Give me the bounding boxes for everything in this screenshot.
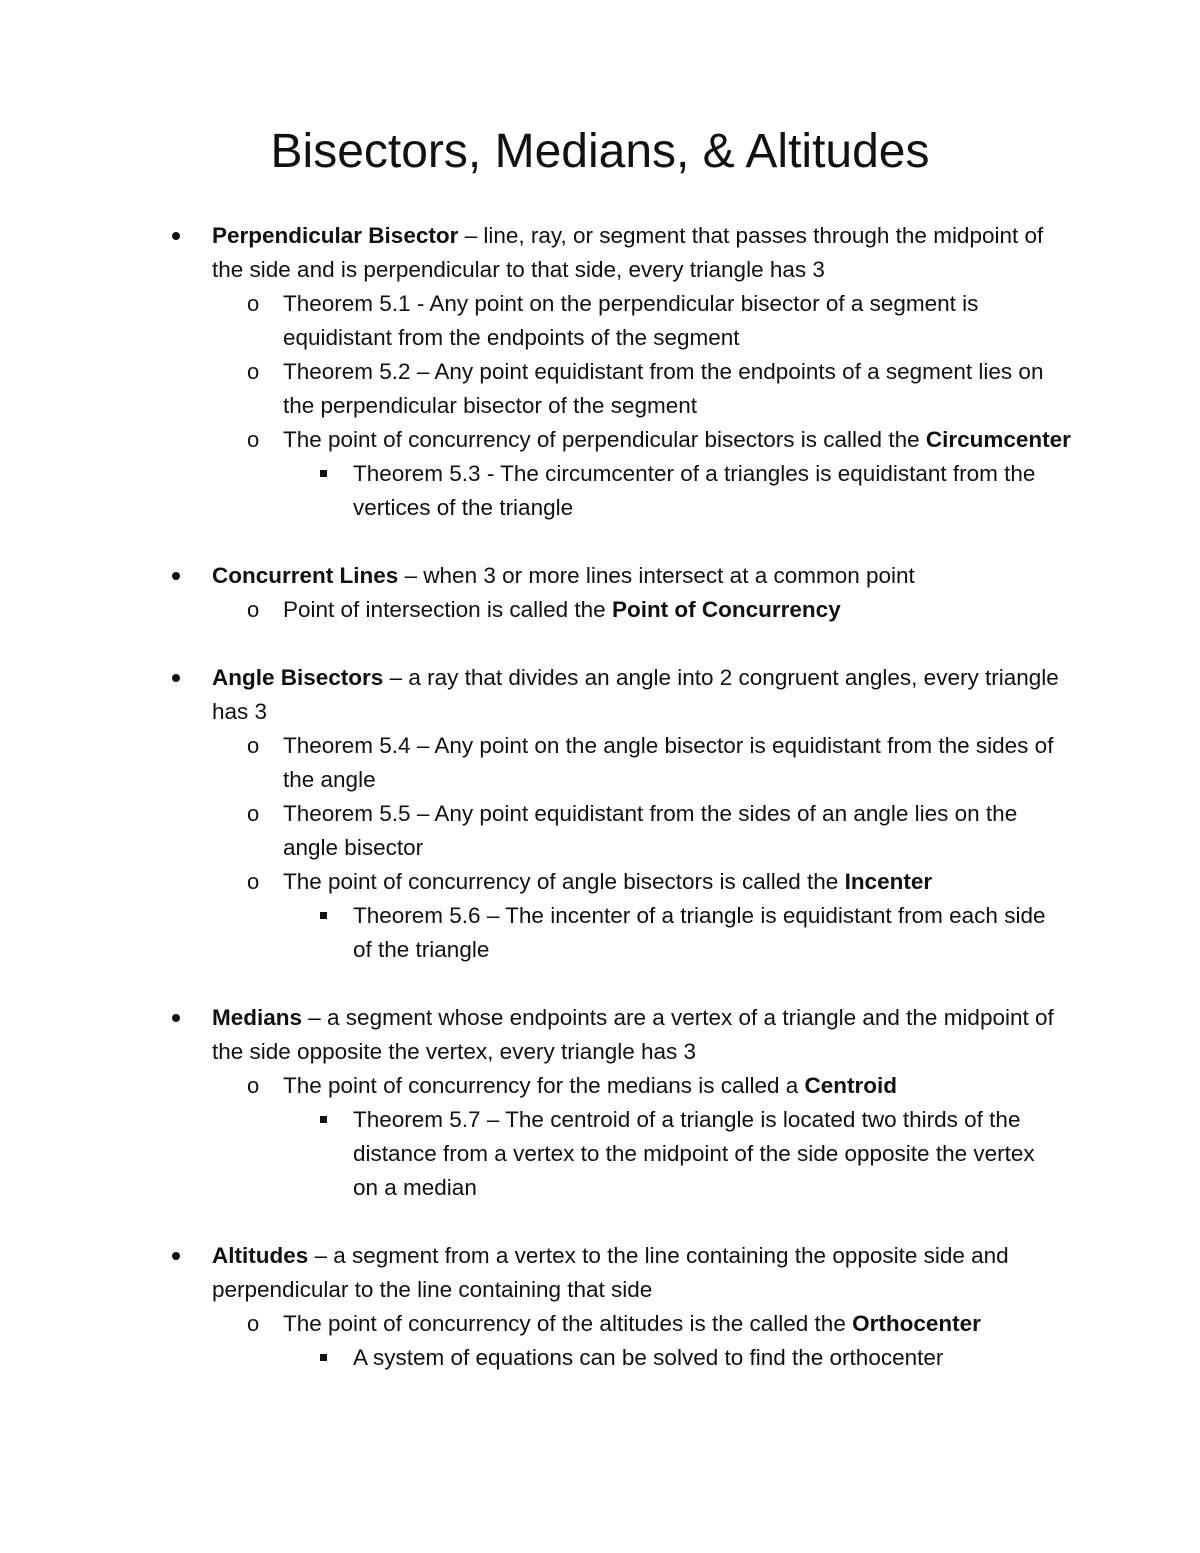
bullet-circle-icon: o: [247, 291, 260, 316]
list-item: [0, 1069, 1073, 1103]
bullet-circle-icon: o: [247, 597, 260, 622]
concurrency-term: Orthocenter: [852, 1311, 981, 1336]
bullet-dot-icon: [172, 1239, 180, 1273]
theorem-text: Theorem 5.5 – Any point equidistant from the sides of an angle lies on the angle bisector: [283, 801, 1018, 860]
list-item: [0, 219, 1072, 287]
theorem-text: Theorem 5.4 – Any point on the angle bisector is equidistant from the sides of the angle: [283, 733, 1054, 792]
theorem-text: Theorem 5.1 - Any point on the perpendicular bisector of a segment is equidistant from the endpoints of the segment: [283, 291, 979, 350]
section-perpendicular-bisector: [0, 219, 1200, 525]
theorem-text: Theorem 5.3 - The circumcenter of a triangles is equidistant from the vertices of the triangle: [353, 461, 1036, 520]
theorem-text: A system of equations can be solved to find the orthocenter: [353, 1345, 944, 1370]
list-item: [0, 355, 1073, 423]
term-label: Perpendicular Bisector: [212, 223, 459, 248]
bullet-dot-icon: [172, 559, 180, 593]
bullet-square-icon: [320, 457, 327, 491]
list-item: [0, 729, 1073, 797]
list-item: [0, 559, 1072, 593]
theorem-text: Theorem 5.2 – Any point equidistant from the endpoints of a segment lies on the perpendicular bisector of the segment: [283, 359, 1044, 418]
concurrency-term: Incenter: [844, 869, 933, 894]
concurrency-term: Centroid: [804, 1073, 898, 1098]
term-label: Concurrent Lines: [212, 563, 399, 588]
bullet-circle-icon: o: [247, 869, 260, 894]
list-item: [0, 1307, 1073, 1341]
bullet-dot-icon: [172, 1001, 180, 1035]
page-title: Bisectors, Medians, & Altitudes: [270, 125, 930, 178]
definition-text: – when 3 or more lines intersect at a common point: [398, 563, 915, 588]
bullet-circle-icon: o: [247, 359, 260, 384]
bullet-square-icon: [320, 1103, 327, 1137]
list-item: [0, 1103, 1053, 1205]
concurrency-text: The point of concurrency of the altitudes is the called the: [283, 1311, 853, 1336]
section-concurrent-lines: [0, 559, 1200, 627]
definition-text: – a segment from a vertex to the line containing the opposite side and perpendicular to the line containing that side: [212, 1243, 1009, 1302]
bullet-dot-icon: [172, 219, 180, 253]
list-item: [0, 661, 1072, 729]
list-item: [0, 457, 1053, 525]
definition-text: – a segment whose endpoints are a vertex of a triangle and the midpoint of the side opposite the vertex, every triangle has 3: [212, 1005, 1054, 1064]
list-item: [0, 1239, 1072, 1307]
term-label: Angle Bisectors: [212, 665, 384, 690]
bullet-square-icon: [320, 1341, 327, 1375]
notes-list: [0, 219, 1200, 1409]
theorem-text: Theorem 5.7 – The centroid of a triangle is located two thirds of the distance from a vertex to the midpoint of the side opposite the vertex on a median: [353, 1107, 1035, 1200]
concurrency-term: Circumcenter: [925, 427, 1071, 452]
bullet-circle-icon: o: [247, 427, 260, 452]
concurrency-text: The point of concurrency of perpendicular bisectors is called the: [283, 427, 926, 452]
list-item: [0, 797, 1073, 865]
definition-text: – a ray that divides an angle into 2 congruent angles, every triangle has 3: [212, 665, 1059, 724]
bullet-circle-icon: o: [247, 801, 260, 826]
concurrency-term: Point of Concurrency: [611, 597, 841, 622]
bullet-circle-icon: o: [247, 733, 260, 758]
list-item: [0, 899, 1053, 967]
concurrency-text: Point of intersection is called the: [283, 597, 612, 622]
bullet-circle-icon: o: [247, 1073, 260, 1098]
bullet-square-icon: [320, 899, 327, 933]
list-item: [0, 423, 1073, 457]
concurrency-text: The point of concurrency of angle bisectors is called the: [283, 869, 845, 894]
section-altitudes: [0, 1239, 1200, 1375]
bullet-dot-icon: [172, 661, 180, 695]
concurrency-text: The point of concurrency for the medians is called a: [283, 1073, 805, 1098]
term-label: Medians: [212, 1005, 303, 1030]
definition-text: – line, ray, or segment that passes through the midpoint of the side and is perpendicular to that side, every triangle has 3: [212, 223, 1044, 282]
list-item: [0, 1001, 1072, 1069]
list-item: [0, 865, 1073, 899]
term-label: Altitudes: [212, 1243, 309, 1268]
list-item: [0, 593, 1073, 627]
bullet-circle-icon: o: [247, 1311, 260, 1336]
section-medians: [0, 1001, 1200, 1205]
theorem-text: Theorem 5.6 – The incenter of a triangle is equidistant from each side of the triangle: [353, 903, 1046, 962]
section-angle-bisectors: [0, 661, 1200, 967]
list-item: [0, 1341, 1053, 1375]
list-item: [0, 287, 1073, 355]
